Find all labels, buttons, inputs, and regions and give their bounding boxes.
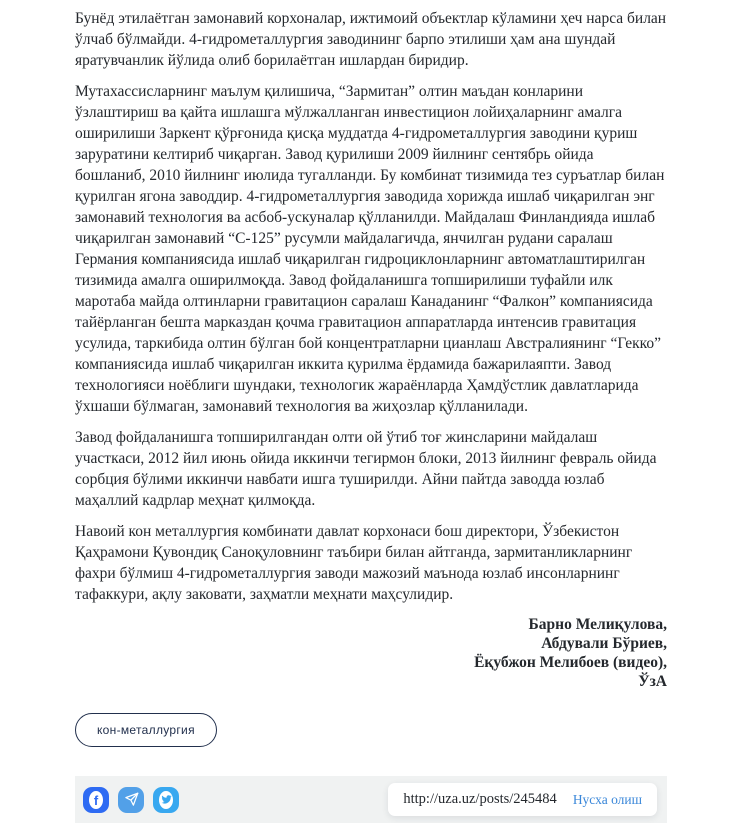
tags-row [75, 713, 667, 747]
twitter-icon [159, 791, 173, 809]
article-paragraph: Навоий кон металлургия комбинати давлат корхонаси бош директори, Ўзбекистон Қаҳрамони Қувондиқ Саноқуловнинг таъбири билан айтганда, зармитанликларнинг фахри бўлмиш 4-гидрометаллургия заводи мажозий маънода юзлаб инсонларнинг тафаккури, ақлу заковати, заҳматли меҳнати маҳсулидир. [75, 523, 633, 603]
facebook-share-button[interactable] [83, 787, 109, 813]
url-box [388, 783, 657, 816]
authors-block [75, 615, 667, 691]
tag-button[interactable]: кон-металлургия [75, 713, 217, 747]
copy-url-button[interactable]: Нусха олиш [572, 791, 642, 807]
telegram-share-button[interactable] [118, 787, 144, 813]
article-paragraph: Бунёд этилаётган замонавий корхоналар, ижтимоий объектлар кўламини ҳеч нарса билан ўлчаб бўлмайди. 4-гидрометаллургия заводининг барпо этилиши ҳам ана шундай яратувчанлик йўлида олиб борилаётган ишлардан биридир. [75, 10, 667, 69]
twitter-share-button[interactable] [153, 787, 179, 813]
share-band [75, 776, 667, 823]
post-url: http://uza.uz/posts/245484 [403, 791, 557, 807]
agency-line: ЎзА [638, 673, 667, 690]
social-buttons [83, 787, 179, 813]
article-paragraph: Мутахассисларнинг маълум қилишича, “Зармитан” олтин маъдан конларини ўзлаштириш ва қайта ишлашга мўлжалланган инвестицион лойиҳаларнинг амалга оширилиши Заркент қўрғонида қисқа муддатда 4-гидрометаллургия заводини қуриш заруратини келтириб чиқарган. Завод қурилиши 2009 йилнинг сентябрь ойида бошланиб, 2010 йилнинг июлида тугалланди. Бу комбинат тизимида тез суръатлар билан қурилган ягона заводдир. 4-гидрометаллургия заводида хорижда ишлаб чиқарилган энг замонавий технология ва асбоб-ускуналар қўлланилди. Майдалаш Финландияда ишлаб чиқарилган замонавий “С-125” русумли майдалагичда, янчилган рудани саралаш Германия компаниясида ишлаб чиқарилган гидроциклонларнинг автоматлаштирилган тизимида амалга оширилмоқда. Завод фойдаланишга топширилиши туфайли илк маротаба майда олтинларни гравитацион саралаш Канаданинг “Фалкон” компаниясида тайёрланган бешта марказдан қочма гравитацион аппаратларда интенсив гравитация усулида, таркибида олтин бўлган бой концентратларни цианлаш Австралиянинг “Гекко” компаниясида ишлаб чиқарилган иккита қурилма ёрдамида бажарилаяпти. Завод технологияси ноёблиги шундаки, технологик жараёнларда Ҳамдўстлик давлатларида ўхшаши бўлмаган, замонавий технология ва жиҳозлар қўлланилади. [75, 83, 665, 415]
author-line: Ёқубжон Мелибоев (видео), [474, 654, 667, 671]
author-line: Абдували Бўриев, [541, 635, 667, 652]
telegram-icon [124, 792, 139, 807]
facebook-icon: f [89, 791, 103, 809]
article-paragraph: Завод фойдаланишга топширилгандан олти ой ўтиб тоғ жинсларини майдалаш участкаси, 2012 йил июнь ойида иккинчи тегирмон блоки, 2013 йилнинг февраль ойида сорбция бўлими иккинчи навбати ишга туширилди. Айни пайтда заводда юзлаб маҳаллий кадрлар меҳнат қилмоқда. [75, 429, 657, 509]
author-line: Барно Мелиқулова, [528, 616, 667, 633]
